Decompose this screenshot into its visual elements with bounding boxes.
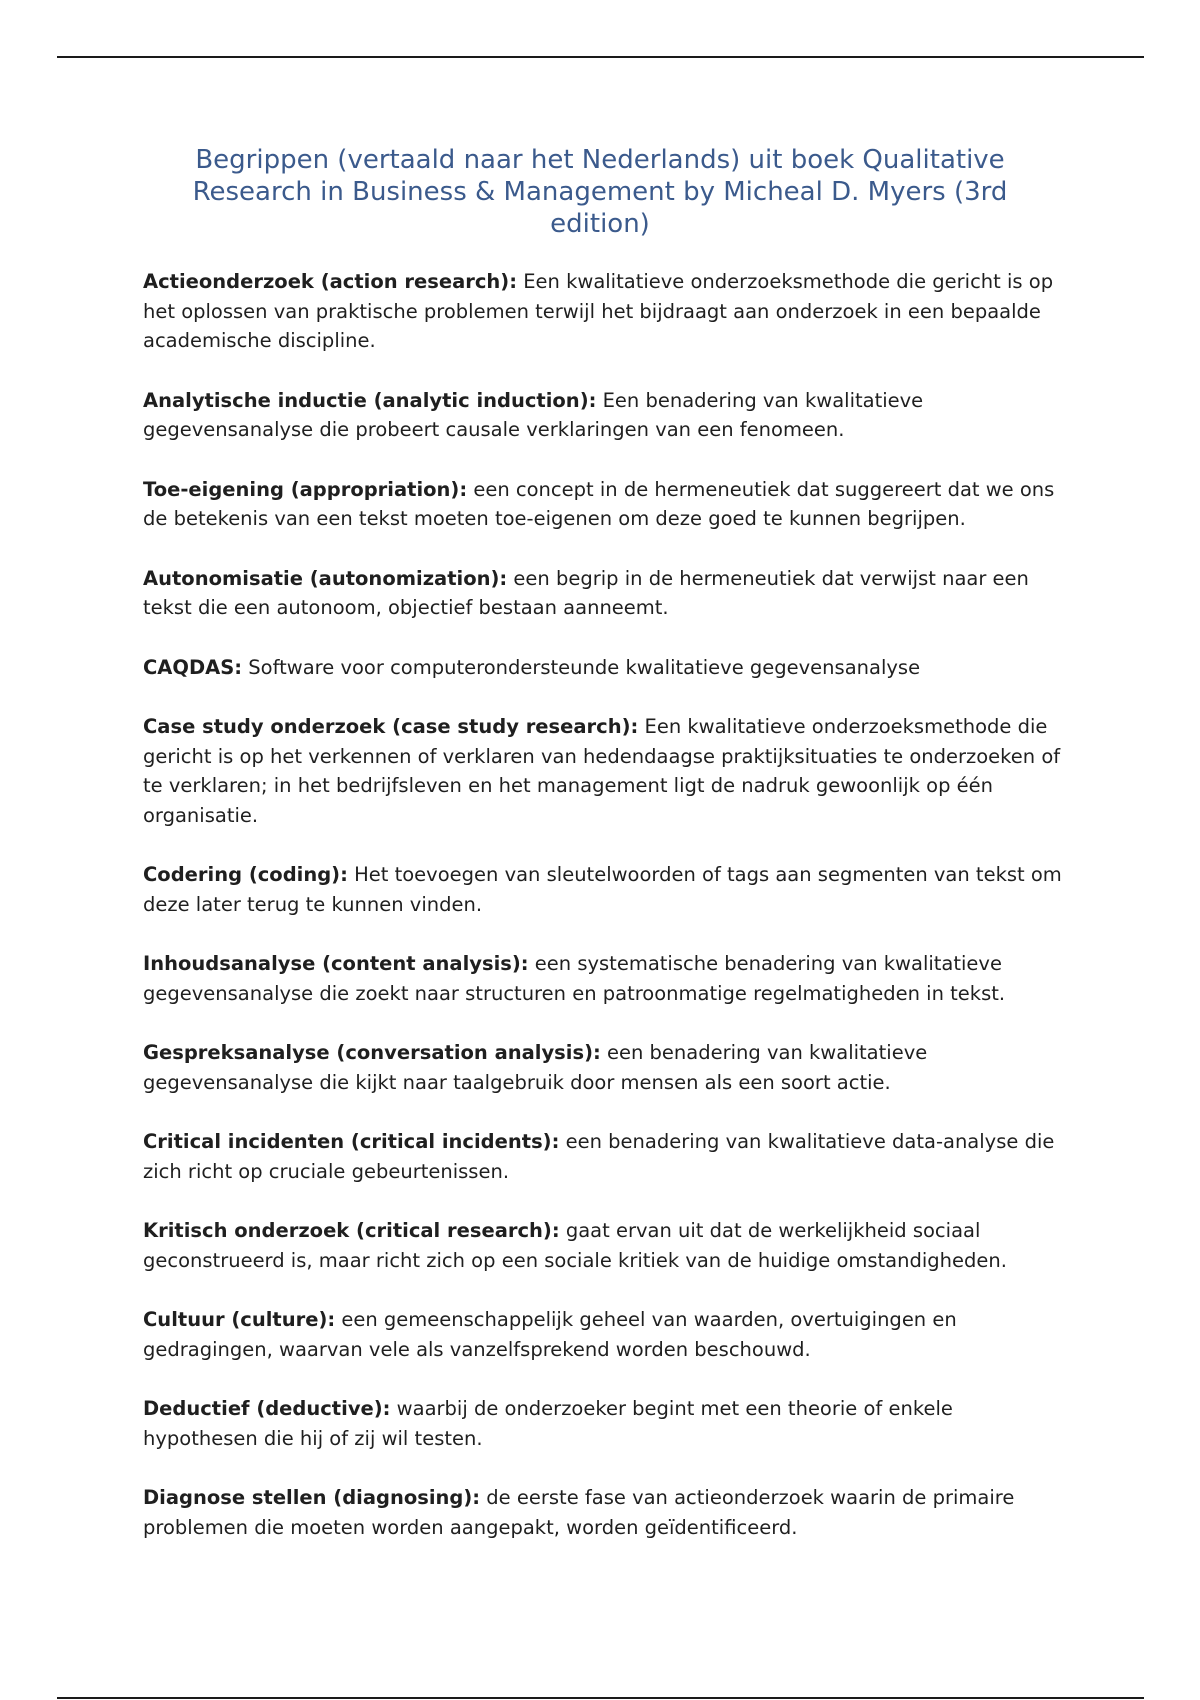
term-name: Analytische inductie (analytic induction): xyxy=(143,388,597,412)
term-name: Codering (coding): xyxy=(143,863,348,886)
term-name: Cultuur (culture): xyxy=(143,1308,336,1331)
term-definition: een gemeenschappelijk geheel van waarden, overtuigingen en gedragingen, waarvan vele als vanzelfsprekend worden beschouwd. xyxy=(143,1308,957,1361)
term-name: Actieonderzoek (action research): xyxy=(143,270,517,293)
term-entry xyxy=(143,1216,1063,1275)
term-name: Autonomisatie (autonomization): xyxy=(143,566,508,590)
term-definition: Een kwalitatieve onderzoeksmethode die gericht is op het oplossen van praktische problemen terwijl het bijdraagt aan onderzoek in een bepaalde academische discipline. xyxy=(143,270,1054,352)
term-name: Gespreksanalyse (conversation analysis): xyxy=(143,1041,601,1064)
term-name: Kritisch onderzoek (critical research): xyxy=(143,1219,560,1242)
document-title: Begrippen (vertaald naar het Nederlands) uit boek Qualitative Research in Business & Management by Micheal D. Myers (3rd edition) xyxy=(192,145,1008,239)
footer-rule xyxy=(57,1697,1144,1699)
term-definition: een benadering van kwalitatieve gegevensanalyse die kijkt naar taalgebruik door mensen als een soort actie. xyxy=(143,1041,928,1094)
term-entry xyxy=(143,949,1063,1008)
term-definition: een systematische benadering van kwalitatieve gegevensanalyse die zoekt naar structuren en patroonmatige regelmatigheden in tekst. xyxy=(143,952,1006,1005)
term-list xyxy=(143,267,1063,1572)
term-definition: een begrip in de hermeneutiek dat verwijst naar een tekst die een autonoom, objectief bestaan aanneemt. xyxy=(143,566,1029,619)
term-entry xyxy=(143,712,1063,830)
term-name: Critical incidenten (critical incidents): xyxy=(143,1130,560,1153)
term-name: Inhoudsanalyse (content analysis): xyxy=(143,952,529,975)
term-name: Deductief (deductive): xyxy=(143,1397,391,1420)
header-rule xyxy=(57,56,1144,58)
term-entry xyxy=(143,267,1063,356)
term-definition: een concept in de hermeneutiek dat suggereert dat we ons de betekenis van een tekst moeten toe-eigenen om deze goed te kunnen begrijpen. xyxy=(143,477,1055,530)
term-entry xyxy=(143,860,1063,919)
term-definition: de eerste fase van actieonderzoek waarin de primaire problemen die moeten worden aangepakt, worden geïdentificeerd. xyxy=(143,1486,1015,1539)
term-definition: Het toevoegen van sleutelwoorden of tags aan segmenten van tekst om deze later terug te kunnen vinden. xyxy=(143,863,1062,916)
term-entry xyxy=(143,1483,1063,1542)
term-definition: gaat ervan uit dat de werkelijkheid sociaal geconstrueerd is, maar richt zich op een sociale kritiek van de huidige omstandigheden. xyxy=(143,1219,1007,1272)
term-name: Diagnose stellen (diagnosing): xyxy=(143,1486,481,1509)
term-entry xyxy=(143,564,1063,623)
term-definition: een benadering van kwalitatieve data-analyse die zich richt op cruciale gebeurtenissen. xyxy=(143,1130,1055,1183)
term-entry xyxy=(143,1038,1063,1097)
term-definition: Een kwalitatieve onderzoeksmethode die gericht is op het verkennen of verklaren van hedendaagse praktijksituaties te onderzoeken of te verklaren; in het bedrijfsleven en het management ligt de nadruk gewoonlijk op één organisatie. xyxy=(143,715,1061,827)
term-name: CAQDAS: xyxy=(143,655,243,679)
term-definition: Software voor computerondersteunde kwalitatieve gegevensanalyse xyxy=(242,655,921,679)
term-entry xyxy=(143,1394,1063,1453)
term-entry xyxy=(143,386,1063,445)
term-name: Case study onderzoek (case study research): xyxy=(143,715,639,738)
term-entry xyxy=(143,1127,1063,1186)
term-name: Toe-eigening (appropriation): xyxy=(143,477,468,501)
term-entry xyxy=(143,1305,1063,1364)
term-definition: waarbij de onderzoeker begint met een theorie of enkele hypothesen die hij of zij wil testen. xyxy=(143,1397,953,1450)
term-definition: Een benadering van kwalitatieve gegevensanalyse die probeert causale verklaringen van een fenomeen. xyxy=(143,388,924,441)
term-entry xyxy=(143,475,1063,534)
term-entry xyxy=(143,653,1063,683)
